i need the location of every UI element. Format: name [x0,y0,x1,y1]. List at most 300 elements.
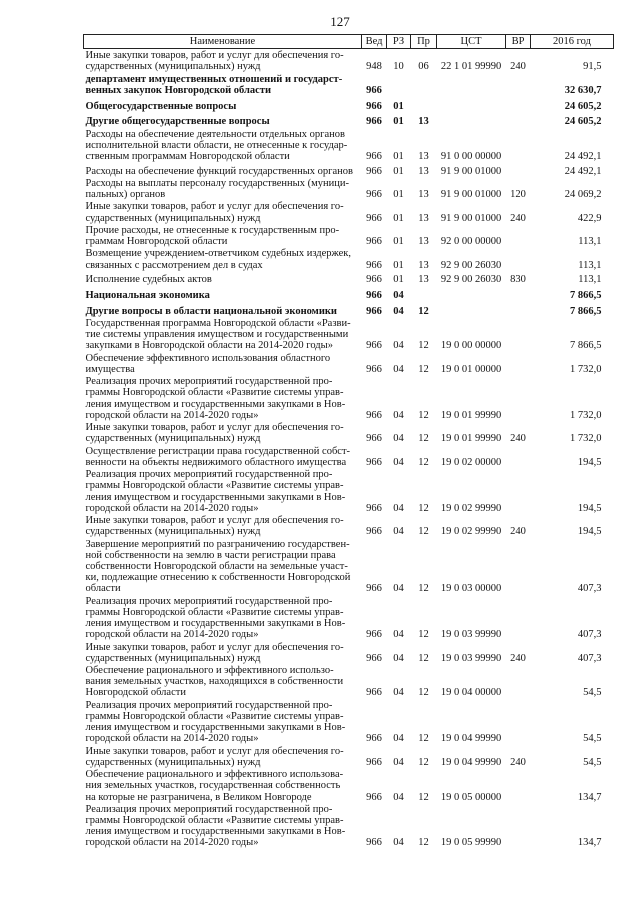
row-rz: 01 [393,212,404,224]
row-rz: 04 [393,791,404,803]
row-cst: 19 0 00 00000 [440,340,502,352]
row-name [84,537,362,594]
row-vr: 240 [510,61,526,73]
row-vr [506,352,531,376]
row-rz: 04 [393,687,404,699]
row-name-line: тие системы управления имуществом и государственными [85,329,349,341]
row-name-line: ления имуществом и государственными закупками в Нов- [85,826,346,838]
row-amount: 407,3 [577,652,602,664]
table-row [84,177,614,201]
row-name-line: имущества [85,363,135,375]
row-amount: 194,5 [577,502,602,514]
row-cst: 92 9 00 26030 [440,259,502,271]
row-rz: 04 [393,502,404,514]
row-cst: 91 9 00 01000 [440,189,502,201]
row-name-line: граммы Новгородской области «Развитие системы управ- [85,387,344,399]
row-cst [437,301,506,317]
row-amount: 113,1 [578,236,602,248]
row-name-line: исполнительной власти области, не отнесенные к государ- [85,139,348,151]
row-ved: 966 [366,456,382,468]
row-name-line: Новгородской области [85,687,186,699]
table-row [84,595,614,641]
row-pr: 12 [418,629,429,641]
row-name-line: закупками в Новгородской области на 2014-2020 годы» [85,340,333,352]
row-rz: 01 [393,236,404,248]
row-name-line: Исполнение судебных актов [85,274,212,286]
row-pr: 12 [418,756,429,768]
row-name [84,127,362,162]
row-name-line: Расходы на выплаты персоналу государственных (муници- [85,177,349,189]
table-header [84,35,614,49]
row-vr: 240 [510,756,526,768]
row-ved: 966 [366,100,382,112]
row-vr [506,699,531,745]
row-name [84,595,362,641]
row-rz [387,73,411,97]
row-pr [411,286,437,302]
row-vr: 240 [510,526,526,538]
table-row [84,803,614,849]
row-name [84,49,362,73]
row-rz: 01 [393,116,404,128]
row-name [84,200,362,224]
row-cst: 19 0 05 00000 [440,791,502,803]
row-name-line: на которые не разграничена, в Великом Новгороде [85,791,312,803]
row-cst: 91 9 00 01000 [440,212,502,224]
row-rz: 04 [393,837,404,849]
budget-table [83,34,614,849]
table-row [84,96,614,112]
row-ved: 966 [366,84,382,96]
row-ved: 966 [366,305,382,317]
row-vr: 830 [510,274,526,286]
row-vr [506,162,531,177]
row-amount: 24 069,2 [564,189,602,201]
row-pr: 12 [418,652,429,664]
table-row [84,200,614,224]
row-pr: 12 [418,433,429,445]
row-name-line: ления имуществом и государственными закупками в Нов- [85,722,346,734]
row-rz: 04 [393,409,404,421]
row-name [84,271,362,286]
row-name-line: ления имуществом и государственными закупками в Нов- [85,618,346,630]
table-row [84,468,614,514]
row-rz: 04 [393,526,404,538]
row-name [84,664,362,699]
row-ved: 948 [366,61,382,73]
row-rz: 01 [393,165,404,177]
row-amount: 113,1 [578,274,602,286]
row-name-line: граммы Новгородской области «Развитие системы управ- [85,815,344,827]
row-pr: 12 [418,456,429,468]
row-name-line: граммы Новгородской области «Развитие системы управ- [85,606,344,618]
row-pr: 13 [418,259,429,271]
row-ved: 966 [366,212,382,224]
row-pr: 13 [418,236,429,248]
row-name [84,514,362,538]
row-name [84,286,362,302]
row-name [84,375,362,421]
header-name: Наименование [84,35,362,49]
row-vr [506,73,531,97]
table-row [84,537,614,594]
row-name-line: Расходы на обеспечение деятельности отдельных органов [85,128,345,140]
row-name-line: Завершение мероприятий по разграничению государствен- [85,538,350,550]
row-rz: 04 [393,629,404,641]
row-cst: 19 0 03 00000 [440,583,502,595]
row-name-line: собственности Новгородской области на земельные участ- [85,560,348,572]
row-cst: 19 0 01 00000 [440,363,502,375]
row-vr [506,286,531,302]
row-vr [506,803,531,849]
row-name-line: связанных с рассмотрением дел в судах [85,259,263,271]
row-amount: 24 605,2 [564,100,602,112]
row-rz: 04 [393,433,404,445]
row-ved: 966 [366,629,382,641]
header-cst: ЦСТ [437,35,506,49]
row-rz: 04 [393,305,404,317]
row-pr: 13 [418,116,429,128]
row-cst [437,96,506,112]
row-amount: 91,5 [583,61,602,73]
row-vr: 240 [510,652,526,664]
row-pr: 12 [418,791,429,803]
row-vr [506,664,531,699]
table-row [84,73,614,97]
row-cst: 19 0 04 99990 [440,756,502,768]
row-rz: 04 [393,290,404,302]
row-amount: 7 866,5 [570,290,602,302]
table-row [84,445,614,469]
row-ved: 966 [366,583,382,595]
row-ved: 966 [366,259,382,271]
row-name [84,640,362,664]
table-row [84,286,614,302]
row-amount: 422,9 [577,212,602,224]
row-name-line: департамент имущественных отношений и государст- [85,73,343,85]
row-rz: 04 [393,756,404,768]
header-rz: РЗ [387,35,411,49]
row-vr [506,468,531,514]
row-ved: 966 [366,189,382,201]
row-cst: 19 0 02 00000 [440,456,502,468]
row-cst: 92 0 00 00000 [440,236,502,248]
row-name-line: Реализация прочих мероприятий государственной про- [85,376,333,388]
row-name-line: Реализация прочих мероприятий государственной про- [85,469,333,481]
row-name-line: Реализация прочих мероприятий государственной про- [85,699,333,711]
row-pr: 12 [418,305,429,317]
row-name [84,177,362,201]
row-name-line: сударственных (муниципальных) нужд [85,756,261,768]
row-amount: 24 492,1 [564,150,602,162]
row-name-line: Обеспечение рационального и эффективного использо- [85,665,334,677]
row-ved: 966 [366,526,382,538]
row-name [84,162,362,177]
row-name [84,445,362,469]
row-pr: 12 [418,733,429,745]
row-name-line: сударственных (муниципальных) нужд [85,433,261,445]
row-name-line: Осуществление регистрации права государственной собст- [85,445,351,457]
row-rz: 01 [393,189,404,201]
row-name-line: граммам Новгородской области [85,236,228,248]
row-name-line: городской области на 2014-2020 годы» [85,409,259,421]
row-name-line: ния земельных участков, государственная собственность [85,780,341,792]
row-amount: 24 605,2 [564,116,602,128]
row-amount: 194,5 [577,526,602,538]
row-name [84,112,362,128]
row-rz: 01 [393,259,404,271]
header-row [84,35,614,49]
row-name [84,317,362,352]
row-name-line: Реализация прочих мероприятий государственной про- [85,595,333,607]
row-pr: 12 [418,583,429,595]
row-name [84,699,362,745]
row-name-line: Иные закупки товаров, работ и услуг для обеспечения го- [85,641,344,653]
row-pr: 12 [418,526,429,538]
row-name-line: ственным программам Новгородской области [85,150,290,162]
row-name-line: сударственных (муниципальных) нужд [85,526,261,538]
row-vr [506,595,531,641]
row-name [84,768,362,803]
row-cst: 19 0 03 99990 [440,629,502,641]
row-pr: 13 [418,212,429,224]
row-name-line: граммы Новгородской области «Развитие системы управ- [85,480,344,492]
row-pr: 13 [418,274,429,286]
row-ved: 966 [366,363,382,375]
row-cst: 19 0 04 00000 [440,687,502,699]
row-name-line: вания земельных участков, находящихся в собственности [85,676,344,688]
table-row [84,317,614,352]
row-pr: 12 [418,363,429,375]
table-row [84,162,614,177]
row-ved: 966 [366,756,382,768]
row-name [84,745,362,769]
table-row [84,301,614,317]
row-ved: 966 [366,165,382,177]
row-name-line: Другие вопросы в области национальной экономики [85,305,337,317]
row-name-line: ления имуществом и государственными закупками в Нов- [85,491,346,503]
row-amount: 54,5 [583,733,602,745]
row-rz: 04 [393,733,404,745]
row-name-line: ки, подлежащие отнесению к собственности Новгородской [85,572,351,584]
row-name [84,224,362,248]
table-row [84,112,614,128]
row-name-line: городской области на 2014-2020 годы» [85,733,259,745]
row-vr [506,127,531,162]
row-amount: 134,7 [577,837,602,849]
row-name [84,96,362,112]
row-cst: 19 0 04 99990 [440,733,502,745]
table-row [84,127,614,162]
row-rz: 01 [393,100,404,112]
table-row [84,768,614,803]
row-vr [506,301,531,317]
row-pr: 13 [418,150,429,162]
row-name [84,301,362,317]
row-amount: 54,5 [583,756,602,768]
row-pr: 06 [418,61,429,73]
row-ved: 966 [366,290,382,302]
row-cst: 91 9 00 01000 [440,165,502,177]
row-name [84,73,362,97]
row-amount: 1 732,0 [570,433,602,445]
row-vr: 120 [510,189,526,201]
row-ved: 966 [366,150,382,162]
row-ved: 966 [366,236,382,248]
table-row [84,352,614,376]
row-name-line: ной собственности на землю в части регистрации права [85,549,336,561]
row-name-line: ления имуществом и государственными закупками в Нов- [85,398,346,410]
row-name-line: венности на объекты недвижимого областного имущества [85,456,347,468]
row-vr [506,317,531,352]
row-cst: 91 0 00 00000 [440,150,502,162]
row-vr [506,445,531,469]
row-ved: 966 [366,652,382,664]
row-amount: 113,1 [578,259,602,271]
row-name-line: Иные закупки товаров, работ и услуг для обеспечения го- [85,745,344,757]
row-vr [506,247,531,271]
row-amount: 194,5 [577,456,602,468]
table-body [84,49,614,849]
row-amount: 134,7 [577,791,602,803]
row-name-line: венных закупок Новгородской области [85,84,272,96]
row-name-line: городской области на 2014-2020 годы» [85,502,259,514]
row-vr [506,768,531,803]
row-cst: 92 9 00 26030 [440,274,502,286]
table-row [84,699,614,745]
row-name-line: Реализация прочих мероприятий государственной про- [85,803,333,815]
row-vr: 240 [510,212,526,224]
row-name-line: Иные закупки товаров, работ и услуг для обеспечения го- [85,50,344,62]
row-name-line: Другие общегосударственные вопросы [85,116,270,128]
row-ved: 966 [366,340,382,352]
row-ved: 966 [366,791,382,803]
row-name-line: городской области на 2014-2020 годы» [85,837,259,849]
table-row [84,745,614,769]
table-row [84,640,614,664]
table-row [84,224,614,248]
row-name-line: Расходы на обеспечение функций государственных органов [85,165,353,177]
row-name-line: Общегосударственные вопросы [85,100,237,112]
row-vr [506,224,531,248]
row-name-line: Обеспечение рационального и эффективного использова- [85,769,344,781]
page-number: 127 [330,14,350,29]
row-cst [437,286,506,302]
row-name-line: области [85,583,121,595]
row-vr [506,112,531,128]
row-name-line: Обеспечение эффективного использования областного [85,352,331,364]
row-name [84,803,362,849]
row-name-line: пальных) органов [85,189,166,201]
row-cst: 19 0 05 99990 [440,837,502,849]
row-name-line: сударственных (муниципальных) нужд [85,61,261,73]
row-pr: 12 [418,340,429,352]
header-amount: 2016 год [531,35,614,49]
row-vr [506,375,531,421]
table-row [84,271,614,286]
row-name-line: Прочие расходы, не отнесенные к государственным про- [85,224,340,236]
table-row [84,247,614,271]
table-row [84,375,614,421]
row-name-line: Иные закупки товаров, работ и услуг для обеспечения го- [85,422,344,434]
table-row [84,421,614,445]
header-pr: Пр [411,35,437,49]
row-ved: 966 [366,116,382,128]
row-name-line: Иные закупки товаров, работ и услуг для обеспечения го- [85,515,344,527]
row-name-line: Национальная экономика [85,290,210,302]
row-ved: 966 [366,433,382,445]
row-cst: 22 1 01 99990 [440,61,502,73]
row-ved: 966 [366,837,382,849]
row-rz: 04 [393,340,404,352]
row-rz: 01 [393,274,404,286]
row-amount: 32 630,7 [564,84,602,96]
row-amount: 54,5 [583,687,602,699]
row-name [84,421,362,445]
row-name-line: Иные закупки товаров, работ и услуг для обеспечения го- [85,201,344,213]
row-amount: 1 732,0 [570,363,602,375]
table-row [84,514,614,538]
row-amount: 7 866,5 [570,305,602,317]
row-cst [437,73,506,97]
row-rz: 01 [393,150,404,162]
row-name-line: сударственных (муниципальных) нужд [85,212,261,224]
header-vr: ВР [506,35,531,49]
table-row [84,49,614,73]
row-cst [437,112,506,128]
row-cst: 19 0 02 99990 [440,502,502,514]
row-pr [411,96,437,112]
row-amount: 1 732,0 [570,409,602,421]
row-pr: 13 [418,165,429,177]
row-pr [411,73,437,97]
row-name-line: Государственная программа Новгородской области «Разви- [85,318,351,330]
row-vr [506,537,531,594]
row-pr: 12 [418,687,429,699]
row-rz: 10 [393,61,404,73]
row-pr: 12 [418,409,429,421]
row-pr: 13 [418,189,429,201]
row-cst: 19 0 01 99990 [440,433,502,445]
row-name-line: городской области на 2014-2020 годы» [85,629,259,641]
row-ved: 966 [366,274,382,286]
row-ved: 966 [366,409,382,421]
row-amount: 7 866,5 [570,340,602,352]
row-cst: 19 0 03 99990 [440,652,502,664]
row-rz: 04 [393,652,404,664]
row-cst: 19 0 02 99990 [440,526,502,538]
row-name-line: сударственных (муниципальных) нужд [85,652,261,664]
row-ved: 966 [366,502,382,514]
row-name-line: граммы Новгородской области «Развитие системы управ- [85,710,344,722]
row-amount: 407,3 [577,583,602,595]
row-cst: 19 0 01 99990 [440,409,502,421]
row-name [84,468,362,514]
row-pr: 12 [418,837,429,849]
row-name-line: Возмещение учреждением-ответчиком судебных издержек, [85,248,352,260]
row-vr: 240 [510,433,526,445]
row-amount: 24 492,1 [564,165,602,177]
row-pr: 12 [418,502,429,514]
row-name [84,247,362,271]
table-row [84,664,614,699]
row-ved: 966 [366,687,382,699]
row-ved: 966 [366,733,382,745]
row-rz: 04 [393,456,404,468]
row-amount: 407,3 [577,629,602,641]
row-name [84,352,362,376]
row-rz: 04 [393,363,404,375]
